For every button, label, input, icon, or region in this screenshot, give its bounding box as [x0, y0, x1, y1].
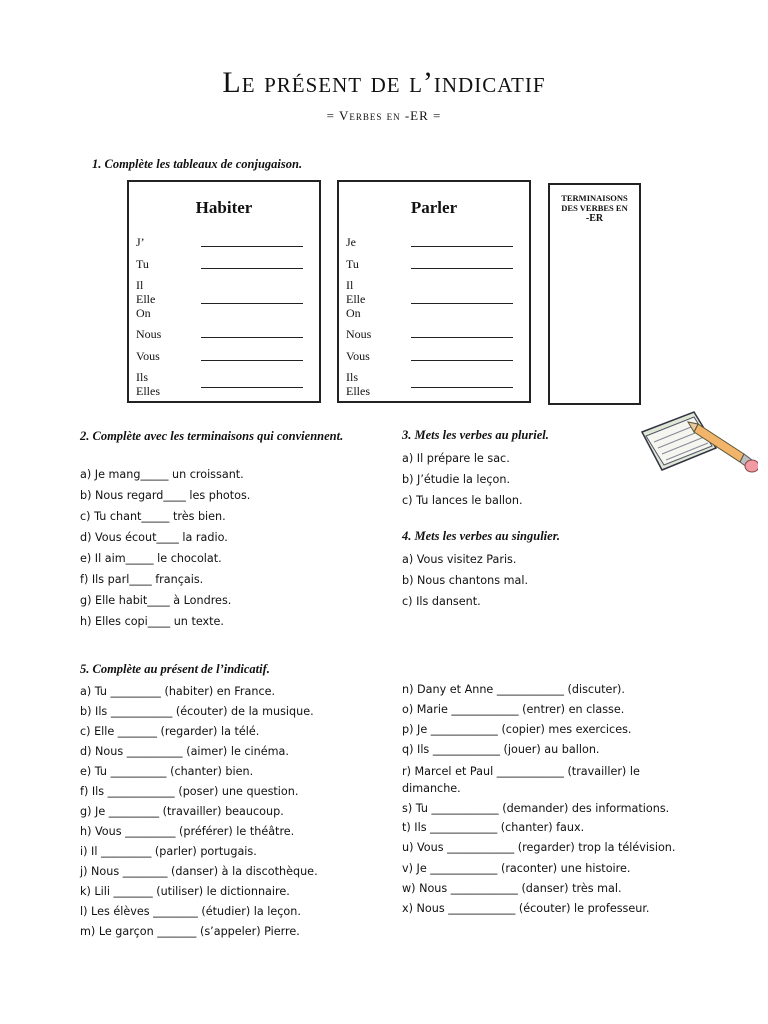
- list-item: p) Je ____________ (copier) mes exercices.: [402, 723, 632, 736]
- endings-box: [548, 183, 641, 405]
- exercise-5-left-list: [80, 682, 380, 942]
- list-item: u) Vous ____________ (regarder) trop la télévision.: [402, 841, 676, 854]
- pronoun: Vous: [346, 349, 370, 363]
- exercise-2-heading: 2. Complète avec les terminaisons qui conviennent.: [80, 429, 344, 443]
- list-item: d) Vous écout____ la radio.: [80, 531, 228, 544]
- list-item: x) Nous ____________ (écouter) le professeur.: [402, 902, 650, 915]
- list-item: i) Il _________ (parler) portugais.: [80, 845, 257, 858]
- list-item: k) Lili _______ (utiliser) le dictionnaire.: [80, 885, 290, 898]
- conjugation-table-habiter: [127, 180, 321, 403]
- answer-blank[interactable]: [201, 246, 303, 247]
- list-item: e) Tu __________ (chanter) bien.: [80, 765, 254, 778]
- answer-blank[interactable]: [411, 268, 513, 269]
- verb-name: Parler: [410, 198, 458, 217]
- pronoun: Ils Elles: [136, 370, 160, 398]
- list-item: b) Ils ___________ (écouter) de la musique.: [80, 705, 314, 718]
- verb-name: Habiter: [195, 198, 253, 217]
- list-item: j) Nous ________ (danser) à la discothèque.: [80, 865, 318, 878]
- answer-blank[interactable]: [201, 360, 303, 361]
- list-item: f) Ils parl____ français.: [80, 573, 204, 586]
- list-item: c) Ils dansent.: [402, 595, 481, 608]
- list-item: a) Vous visitez Paris.: [402, 553, 517, 566]
- exercise-3-list: [402, 448, 523, 511]
- list-item: a) Il prépare le sac.: [402, 452, 510, 465]
- list-item: h) Elles copi____ un texte.: [80, 615, 224, 628]
- pronoun: Nous: [346, 327, 372, 341]
- list-item: h) Vous _________ (préférer) le théâtre.: [80, 825, 295, 838]
- book-and-pencil-icon: [636, 408, 758, 474]
- list-item: w) Nous ____________ (danser) très mal.: [402, 882, 622, 895]
- list-item: g) Je _________ (travailler) beaucoup.: [80, 805, 284, 818]
- exercise-1-heading: 1. Complète les tableaux de conjugaison.: [92, 157, 303, 171]
- list-item: s) Tu ____________ (demander) des informations.: [402, 802, 670, 815]
- list-item: t) Ils ____________ (chanter) faux.: [402, 821, 585, 834]
- list-item: l) Les élèves ________ (étudier) la leçon.: [80, 905, 301, 918]
- endings-label-line1: TERMINAISONS: [561, 193, 628, 203]
- list-item: d) Nous __________ (aimer) le cinéma.: [80, 745, 289, 758]
- pronoun: Il Elle On: [136, 278, 156, 320]
- list-item: n) Dany et Anne ____________ (discuter).: [402, 683, 625, 696]
- endings-label-line3: -ER: [585, 213, 604, 224]
- list-item: a) Tu _________ (habiter) en France.: [80, 685, 276, 698]
- answer-blank[interactable]: [201, 387, 303, 388]
- list-item: r) Marcel et Paul ____________ (travailler) le dimanche.: [402, 765, 640, 795]
- pronoun: Je: [346, 235, 356, 249]
- answer-blank[interactable]: [411, 337, 513, 338]
- list-item: q) Ils ____________ (jouer) au ballon.: [402, 743, 600, 756]
- exercise-3-heading: 3. Mets les verbes au pluriel.: [402, 428, 549, 442]
- list-item: v) Je ____________ (raconter) une histoire.: [402, 862, 631, 875]
- list-item: b) Nous chantons mal.: [402, 574, 529, 587]
- answer-blank[interactable]: [411, 246, 513, 247]
- pronoun: Ils Elles: [346, 370, 370, 398]
- pronoun: Il Elle On: [346, 278, 366, 320]
- answer-blank[interactable]: [201, 268, 303, 269]
- answer-blank[interactable]: [201, 303, 303, 304]
- page-title: Le présent de l’indicatif: [222, 66, 546, 99]
- pronoun: Tu: [346, 257, 359, 271]
- list-item: e) Il aim_____ le chocolat.: [80, 552, 222, 565]
- list-item: a) Je mang_____ un croissant.: [80, 468, 244, 481]
- answer-blank[interactable]: [411, 360, 513, 361]
- pronoun: J’: [136, 235, 145, 249]
- exercise-5-right-list: [402, 680, 692, 919]
- answer-blank[interactable]: [201, 337, 303, 338]
- list-item: b) Nous regard____ les photos.: [80, 489, 251, 502]
- exercise-4-list: [402, 549, 528, 612]
- exercise-4-heading: 4. Mets les verbes au singulier.: [402, 529, 560, 543]
- pronoun: Tu: [136, 257, 149, 271]
- conjugation-table-parler: [337, 180, 531, 403]
- list-item: m) Le garçon _______ (s’appeler) Pierre.: [80, 925, 300, 938]
- endings-label-line2: DES VERBES EN: [561, 203, 628, 213]
- answer-blank[interactable]: [411, 387, 513, 388]
- exercise-2-list: [80, 464, 250, 632]
- list-item: g) Elle habit____ à Londres.: [80, 594, 232, 607]
- page-subtitle: = Verbes en -ER =: [326, 108, 442, 123]
- pronoun: Vous: [136, 349, 160, 363]
- list-item: o) Marie ____________ (entrer) en classe.: [402, 703, 625, 716]
- list-item: c) Tu chant_____ très bien.: [80, 510, 226, 523]
- answer-blank[interactable]: [411, 303, 513, 304]
- list-item: c) Elle _______ (regarder) la télé.: [80, 725, 260, 738]
- exercise-5-heading: 5. Complète au présent de l’indicatif.: [80, 662, 270, 676]
- list-item: c) Tu lances le ballon.: [402, 494, 523, 507]
- pronoun: Nous: [136, 327, 162, 341]
- list-item: f) Ils ____________ (poser) une question.: [80, 785, 299, 798]
- list-item: b) J’étudie la leçon.: [402, 473, 511, 486]
